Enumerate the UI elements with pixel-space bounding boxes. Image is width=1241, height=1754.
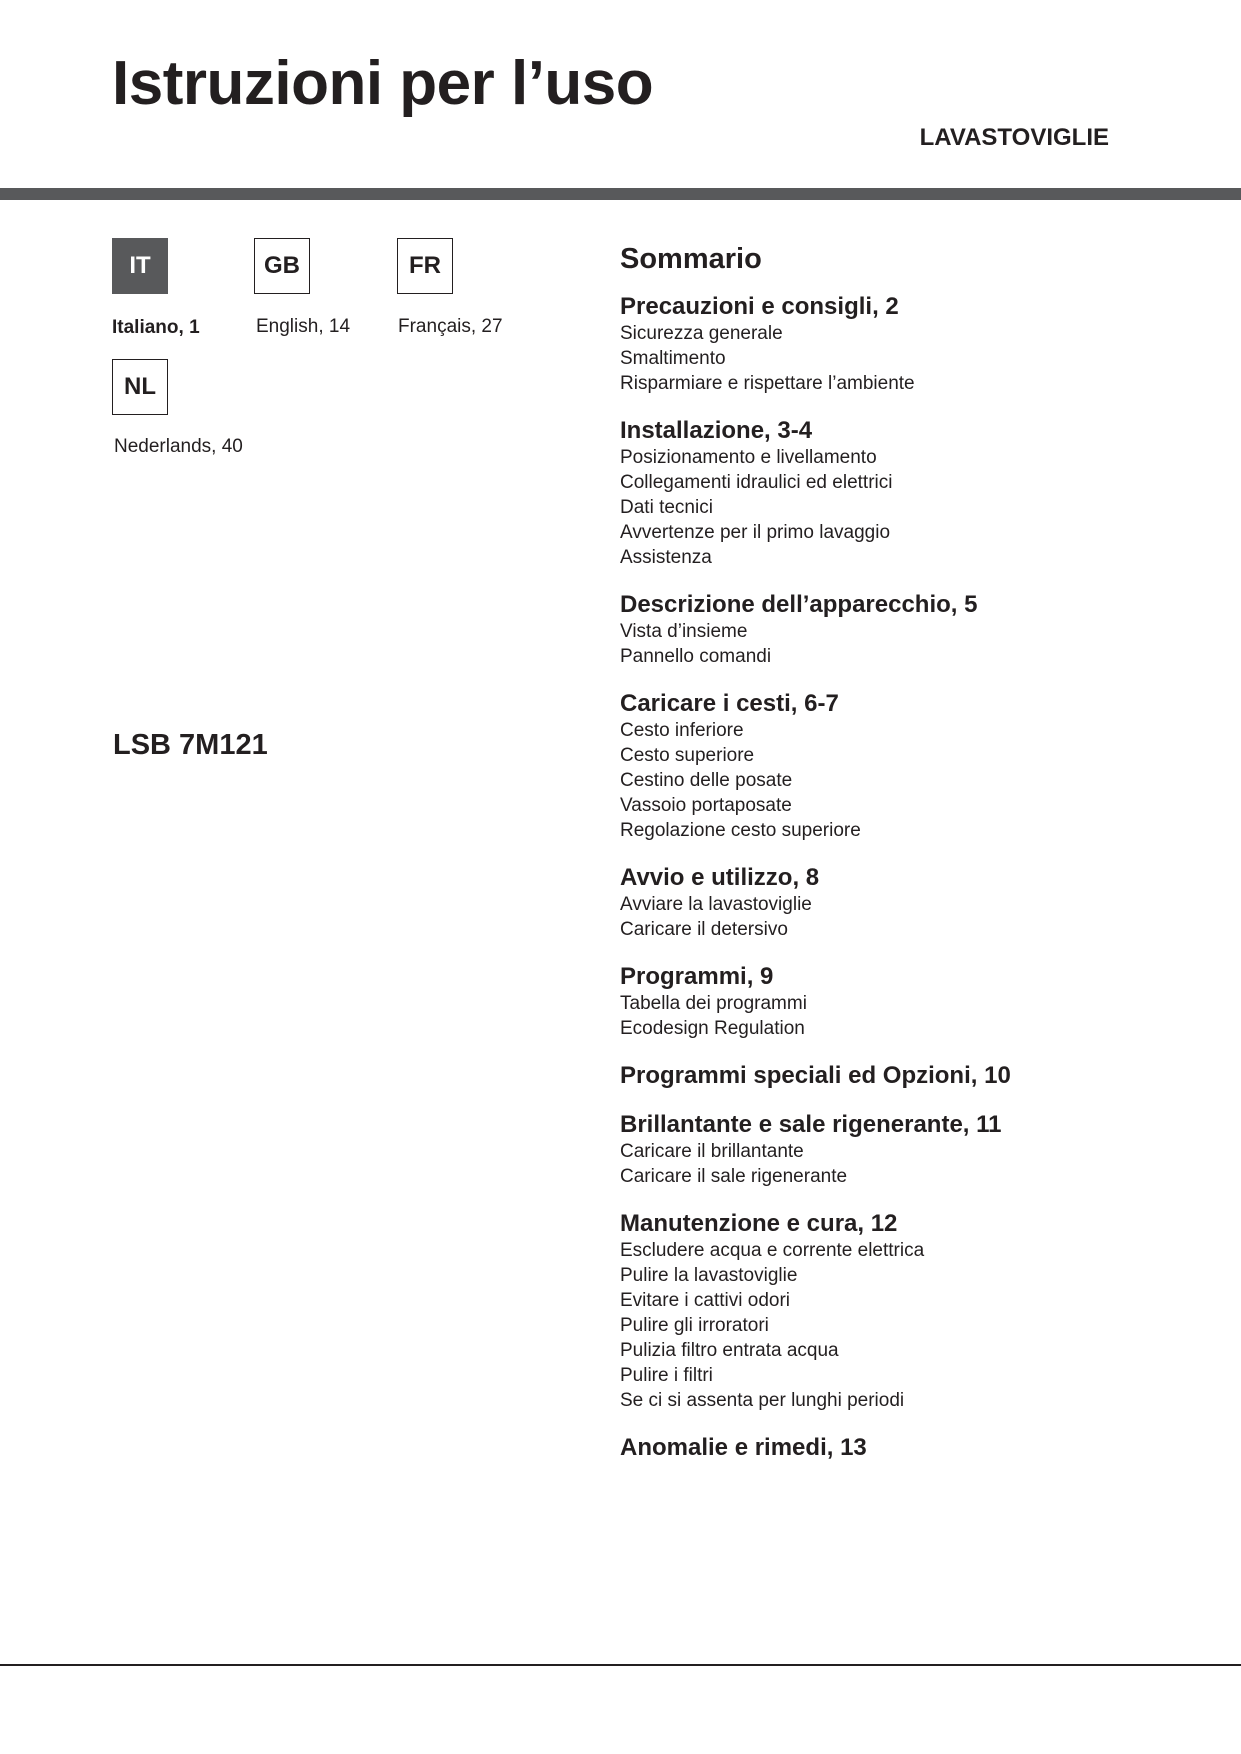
toc-subitem[interactable]: Cesto superiore [620, 745, 755, 766]
toc-section [620, 1209, 1220, 1413]
toc-section [620, 962, 1220, 1041]
toc-section-heading[interactable]: Avvio e utilizzo, 8 [620, 864, 820, 891]
toc-subitem-list [620, 892, 1220, 942]
toc-subitem[interactable]: Risparmiare e rispettare l’ambiente [620, 373, 915, 394]
header-divider [0, 188, 1241, 200]
toc-section-heading[interactable]: Programmi, 9 [620, 963, 774, 990]
toc-section-heading[interactable]: Precauzioni e consigli, 2 [620, 293, 899, 320]
toc-subitem-list [620, 1238, 1220, 1413]
table-of-contents [620, 239, 1220, 1482]
toc-section [620, 1061, 1220, 1090]
toc-subitem[interactable]: Posizionamento e livellamento [620, 447, 877, 468]
toc-section [620, 863, 1220, 942]
toc-section [620, 292, 1220, 396]
toc-section [620, 689, 1220, 843]
footer-divider [0, 1664, 1241, 1666]
language-box-fr[interactable]: FR [397, 238, 453, 294]
toc-section-heading[interactable]: Installazione, 3-4 [620, 417, 813, 444]
toc-sections [620, 292, 1220, 1462]
toc-subitem[interactable]: Collegamenti idraulici ed elettrici [620, 472, 893, 493]
language-box-gb[interactable]: GB [254, 238, 310, 294]
toc-subitem[interactable]: Pulizia filtro entrata acqua [620, 1340, 839, 1361]
toc-subitem[interactable]: Smaltimento [620, 348, 726, 369]
toc-subitem[interactable]: Tabella dei programmi [620, 993, 807, 1014]
toc-subitem[interactable]: Avvertenze per il primo lavaggio [620, 522, 891, 543]
toc-subitem[interactable]: Avviare la lavastoviglie [620, 894, 812, 915]
toc-subitem-list [620, 321, 1220, 396]
toc-subitem[interactable]: Pulire gli irroratori [620, 1315, 769, 1336]
toc-subitem-list [620, 1139, 1220, 1189]
toc-section [620, 416, 1220, 570]
toc-section [620, 1433, 1220, 1462]
toc-subitem[interactable]: Caricare il sale rigenerante [620, 1166, 848, 1187]
toc-subitem[interactable]: Vista d’insieme [620, 621, 748, 642]
toc-subitem[interactable]: Escludere acqua e corrente elettrica [620, 1240, 925, 1261]
toc-subitem[interactable]: Ecodesign Regulation [620, 1018, 805, 1039]
toc-subitem-list [620, 619, 1220, 669]
toc-subitem-list [620, 718, 1220, 843]
toc-section-heading[interactable]: Caricare i cesti, 6-7 [620, 690, 839, 717]
language-label-it[interactable]: Italiano, 1 [112, 317, 200, 338]
toc-subitem[interactable]: Assistenza [620, 547, 712, 568]
toc-subitem-list [620, 445, 1220, 570]
language-label-fr[interactable]: Français, 27 [398, 316, 503, 337]
product-category: LAVASTOVIGLIE [919, 124, 1109, 151]
toc-section-heading[interactable]: Descrizione dell’apparecchio, 5 [620, 591, 978, 618]
toc-section-heading[interactable]: Manutenzione e cura, 12 [620, 1210, 898, 1237]
toc-subitem[interactable]: Vassoio portaposate [620, 795, 792, 816]
language-box-nl[interactable]: NL [112, 359, 168, 415]
language-box-it[interactable]: IT [112, 238, 168, 294]
toc-section-heading[interactable]: Anomalie e rimedi, 13 [620, 1434, 867, 1461]
toc-subitem[interactable]: Cesto inferiore [620, 720, 744, 741]
language-label-nl[interactable]: Nederlands, 40 [114, 436, 243, 457]
toc-subitem-list [620, 991, 1220, 1041]
toc-subitem[interactable]: Sicurezza generale [620, 323, 783, 344]
toc-section-heading[interactable]: Programmi speciali ed Opzioni, 10 [620, 1062, 1011, 1089]
language-label-gb[interactable]: English, 14 [256, 316, 351, 337]
toc-section [620, 1110, 1220, 1189]
toc-subitem[interactable]: Pannello comandi [620, 646, 772, 667]
toc-subitem[interactable]: Caricare il brillantante [620, 1141, 804, 1162]
toc-subitem[interactable]: Dati tecnici [620, 497, 713, 518]
toc-subitem[interactable]: Pulire la lavastoviglie [620, 1265, 798, 1286]
toc-title: Sommario [620, 243, 762, 275]
page-title: Istruzioni per l’uso [112, 49, 654, 118]
toc-subitem[interactable]: Se ci si assenta per lunghi periodi [620, 1390, 905, 1411]
toc-subitem[interactable]: Cestino delle posate [620, 770, 793, 791]
toc-subitem[interactable]: Pulire i filtri [620, 1365, 713, 1386]
toc-subitem[interactable]: Regolazione cesto superiore [620, 820, 861, 841]
toc-section [620, 590, 1220, 669]
toc-subitem[interactable]: Caricare il detersivo [620, 919, 788, 940]
toc-subitem[interactable]: Evitare i cattivi odori [620, 1290, 791, 1311]
model-number: LSB 7M121 [113, 729, 268, 761]
toc-section-heading[interactable]: Brillantante e sale rigenerante, 11 [620, 1111, 1002, 1138]
